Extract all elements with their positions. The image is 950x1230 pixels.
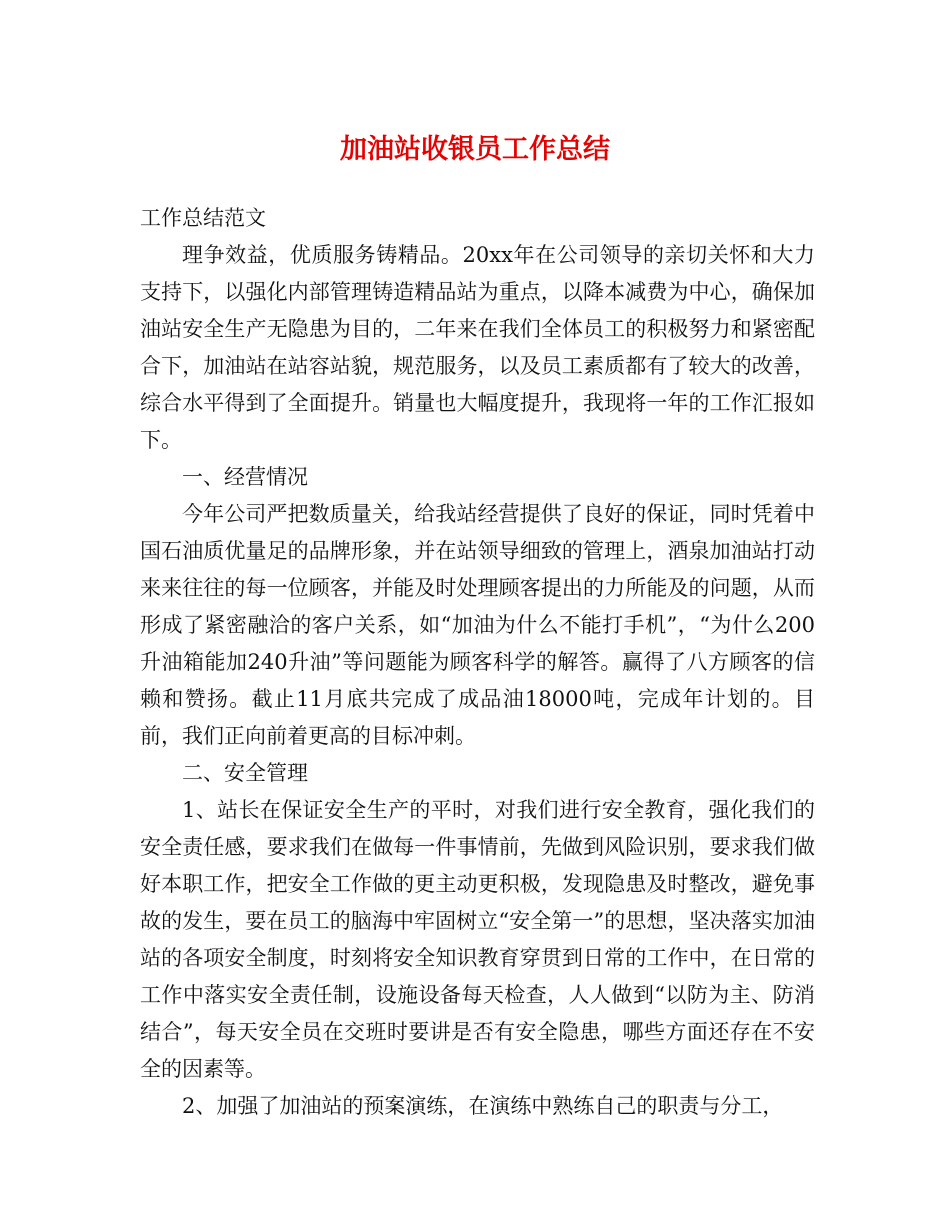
paragraph: 今年公司严把数质量关，给我站经营提供了良好的保证，同时凭着中国石油质优量足的品牌形象，并在站领导细致的管理上，酒泉加油站打动来来往往的每一位顾客，并能及时处理顾客提出的力所能及的问题，从而形成了紧密融洽的客户关系，如“加油为什么不能打手机”，“为什么200升油箱能加240升油”等问题能为顾客科学的解答。赢得了八方顾客的信赖和赞扬。截止11月底共完成了成品油18000吨，完成年计划的。目前，我们正向前着更高的目标冲刺。 bbox=[140, 502, 815, 748]
paragraph: 工作总结范文 bbox=[140, 206, 266, 230]
document-body bbox=[140, 200, 815, 1125]
document-title: 加油站收银员工作总结 bbox=[340, 134, 610, 165]
section-heading: 二、安全管理 bbox=[182, 761, 308, 785]
paragraph: 1、站长在保证安全生产的平时，对我们进行安全教育，强化我们的安全责任感，要求我们在做每一件事情前，先做到风险识别，要求我们做好本职工作，把安全工作做的更主动更积极，发现隐患及时整改，避免事故的发生，要在员工的脑海中牢固树立“安全第一”的思想，坚决落实加油站的各项安全制度，时刻将安全知识教育穿贯到日常的工作中，在日常的工作中落实安全责任制，设施设备每天检查，人人做到“以防为主、防消结合”，每天安全员在交班时要讲是否有安全隐患，哪些方面还存在不安全的因素等。 bbox=[140, 798, 815, 1081]
section-heading: 一、经营情况 bbox=[182, 465, 308, 489]
paragraph: 2、加强了加油站的预案演练，在演练中熟练自己的职责与分工， bbox=[182, 1094, 784, 1118]
paragraph: 理争效益，优质服务铸精品。20xx年在公司领导的亲切关怀和大力支持下，以强化内部管理铸造精品站为重点，以降本减费为中心，确保加油站安全生产无隐患为目的，二年来在我们全体员工的积极努力和紧密配合下，加油站在站容站貌，规范服务，以及员工素质都有了较大的改善，综合水平得到了全面提升。销量也大幅度提升，我现将一年的工作汇报如下。 bbox=[140, 243, 815, 452]
